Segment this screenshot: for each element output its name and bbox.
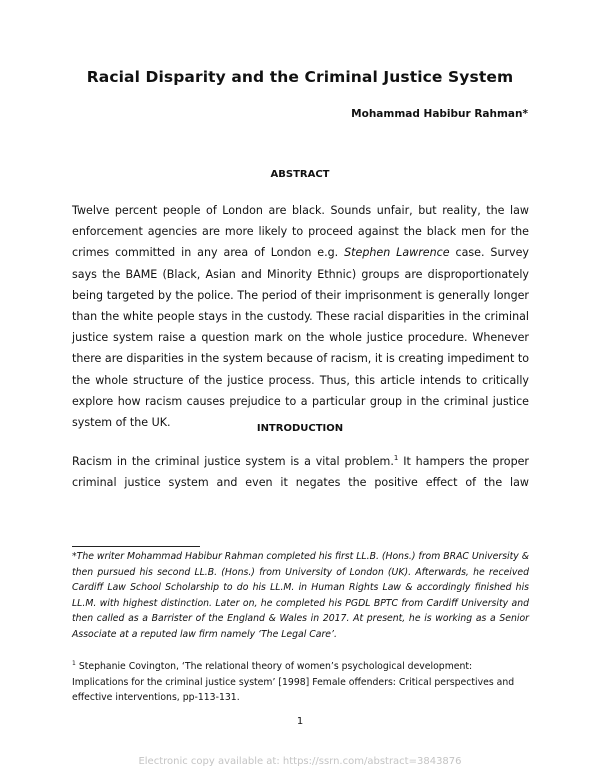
author-name: Mohammad Habibur Rahman* (351, 108, 528, 120)
footnote-marker-1[interactable]: 1 (393, 454, 399, 462)
introduction-paragraph (72, 451, 529, 493)
abstract-text-1: Twelve percent people of London are black. Sounds unfair, but reality, the law enforcement agencies are more likely to proceed against the black men for the crimes committed in any area of London e.g. (72, 204, 529, 260)
abstract-text-2: case. Survey says the BAME (Black, Asian and Minority Ethnic) groups are disproportionately being targeted by the police. The period of their imprisonment is generally longer than the white people stays in the custody. These racial disparities in the criminal justice system raise a question mark on the whole justice procedure. Whenever there are disparities in the system because of racism, it is creating impediment to the whole structure of the justice process. Thus, this article intends to critically explore how racism causes prejudice to a particular group in the criminal justice system of the UK. (72, 246, 529, 430)
abstract-heading: ABSTRACT (270, 169, 330, 180)
footnote-1-marker: 1 (72, 660, 76, 667)
introduction-text-1: Racism in the criminal justice system is a vital problem. (72, 455, 394, 468)
ssrn-watermark[interactable]: Electronic copy available at: https://ssrn.com/abstract=3843876 (138, 756, 462, 767)
footnote-1 (72, 659, 529, 706)
footnote-divider (72, 546, 200, 547)
author-footnote: *The writer Mohammad Habibur Rahman completed his first LL.B. (Hons.) from BRAC University & then pursued his second LL.B. (Hons.) from University of London (UK). Afterwards, he received Cardiff Law School Scholarship to do his LL.M. in Human Rights Law & accordingly finished his LL.M. with highest distinction. Later on, he completed his PGDL BPTC from Cardiff University and then called as a Barrister of the England & Wales in 2017. At present, he is working as a Senior Associate at a reputed law firm namely ‘The Legal Care’. (72, 551, 529, 640)
footnote-1-text: Stephanie Covington, ‘The relational theory of women’s psychological development: Implications for the criminal justice system’ [1998] Female offenders: Critical perspectives and effective interventions, pp-113-131. (72, 661, 515, 704)
introduction-text-2: It hampers the proper criminal justice system and even it negates the positive effect of the law (72, 455, 529, 490)
abstract-case-name: Stephen Lawrence (344, 246, 450, 260)
page-number: 1 (296, 716, 304, 727)
introduction-heading: INTRODUCTION (256, 423, 344, 434)
abstract-paragraph (72, 200, 529, 433)
paper-title: Racial Disparity and the Criminal Justice System (86, 68, 514, 86)
